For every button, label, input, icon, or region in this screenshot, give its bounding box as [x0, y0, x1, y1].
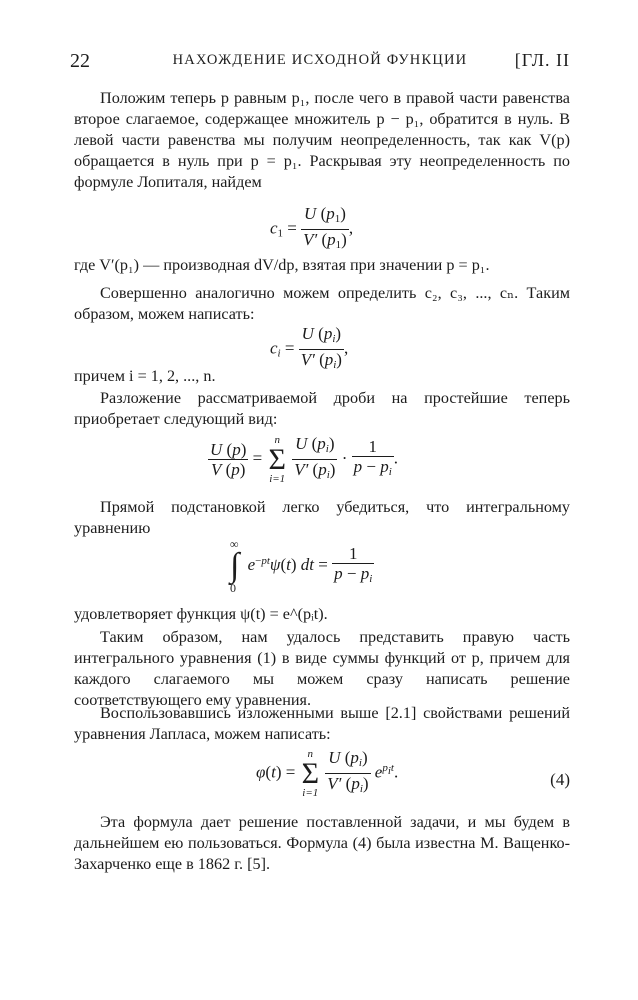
equation-ci: $c_i$ = $\frac{U (p_i)}{V' (p_i)}$ , — [270, 324, 349, 371]
equation-integral: ∞ ∫ 0 $e^{-pt}\psi(t)$ dt = $\frac{1}{p - p_i}$ — [230, 537, 373, 595]
paragraph-8: Таким образом, нам удалось представить правую часть интегрального уравнения (1) в виде суммы функций от p, причем для каждого слагаемого мы можем сразу написать решение соответствующего ему уравнения. — [74, 628, 570, 709]
equation-number: (4) — [550, 770, 570, 789]
paragraph-5: Разложение рассматриваемой дроби на простейшие теперь приобретает следующий вид: — [74, 389, 570, 428]
paragraph-6: Прямой подстановкой легко убедиться, что интегральному уравнению — [74, 498, 570, 537]
page-number: 22 — [70, 50, 90, 72]
paragraph-10: Эта формула дает решение поставленной задачи, и мы будем в дальнейшем ею пользоваться. Формула (4) была известна М. Ващенко-Захарченко еще в 1862 г. [5]. — [74, 813, 570, 873]
running-header — [70, 50, 570, 74]
equation-decomposition: $\frac{U (p)}{V (p)}$ = n Σ i=1 $\frac{U (p_i)}{V' (p_i)}$ · $\frac{1}{p - p_i}$ . — [210, 433, 399, 485]
paragraph-9: Воспользовавшись изложенными выше [2.1] свойствами решений уравнения Лапласа, можем написать: — [74, 704, 570, 743]
paragraph-3: Совершенно аналогично можем определить c₂, c₃, ..., cₙ. Таким образом, можем написать: — [74, 284, 570, 323]
paragraph-1: Положим теперь p равным p₁, после чего в правой части равенства второе слагаемое, содержащее множитель p − p₁, обратится в нуль. В левой части равенства мы получим неопределенность, так как V(p) обращается в нуль при p = p₁. Раскрывая эту неопределенность по формуле Лопиталя, найдем — [74, 89, 570, 191]
running-title: НАХОЖДЕНИЕ ИСХОДНОЙ ФУНКЦИИ — [172, 52, 468, 68]
paragraph-7: удовлетворяет функция ψ(t) = e^(pᵢt). — [74, 605, 328, 623]
equation-c1: $c_1$ = $\frac{U (p_1)}{V' (p_1)}$ , — [270, 204, 354, 251]
paragraph-2: где V′(p₁) — производная dV/dp, взятая при значении p = p₁. — [74, 256, 490, 274]
chapter-label: [ГЛ. II — [514, 50, 570, 70]
paragraph-4: причем i = 1, 2, ..., n. — [74, 367, 216, 385]
equation-solution: φ(t) = n Σ i=1 $\frac{U (p_i)}{V' (p_i)}$ $e^{p_it}$. — [256, 747, 399, 799]
